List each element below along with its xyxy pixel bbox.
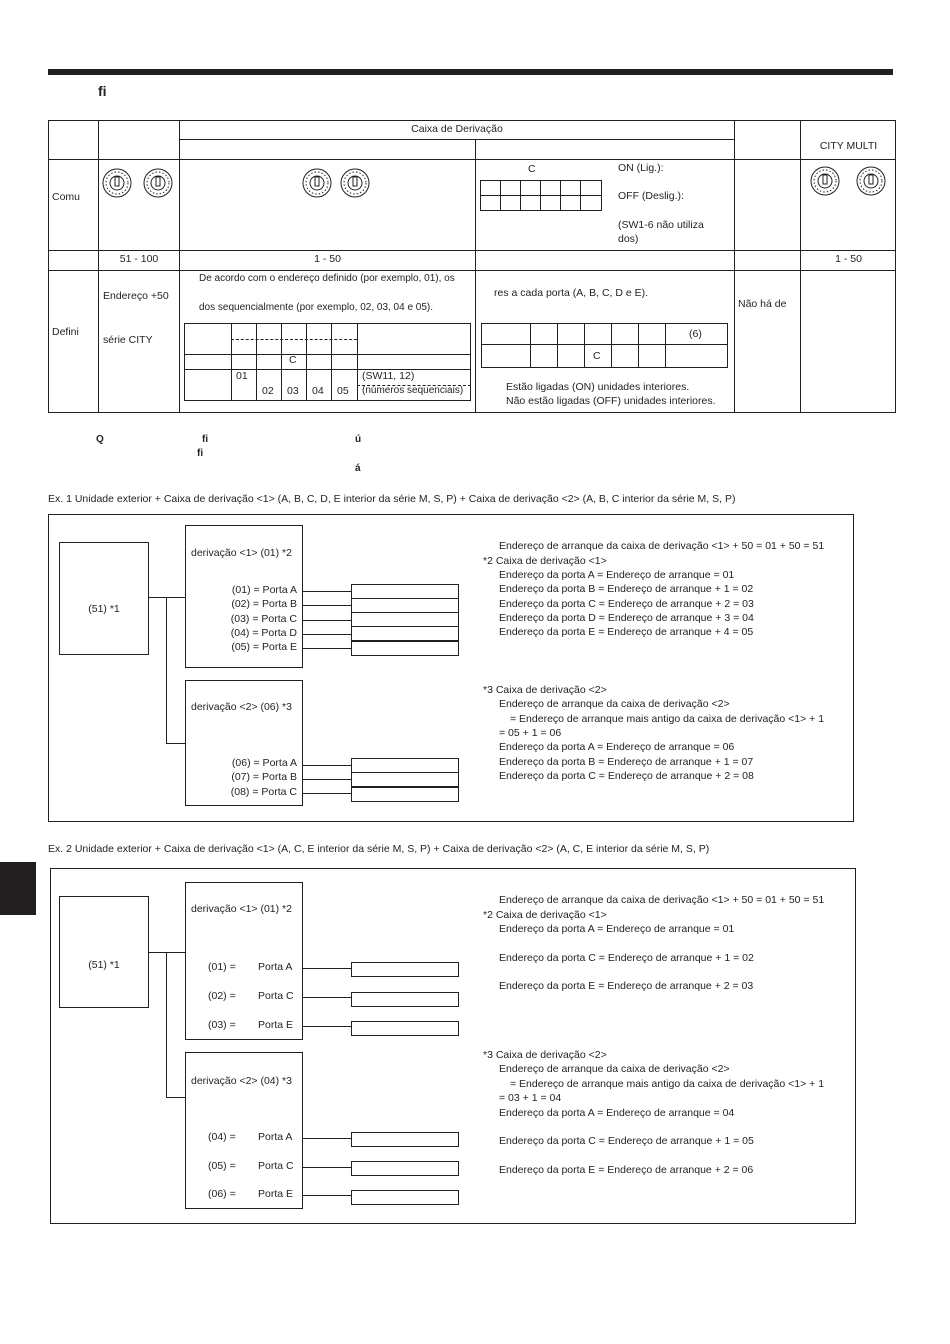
ex2-caption: Ex. 2 Unidade exterior + Caixa de derivação <1> (A, C, E interior da série M, S, P) + Caixa de derivação <2> (A, C, E interior da série M, S, P) [48,843,710,855]
addr-plus-50: Endereço +50 [103,290,169,302]
ex1-note: = 05 + 1 = 06 [499,727,562,739]
ex2-note: = Endereço de arranque mais antigo da caixa de derivação <1> + 1 [510,1078,825,1090]
indoor-unit [351,772,459,787]
port-grid-six: (6) [689,328,702,340]
row-label-defini: Defini [52,326,79,338]
ex1-note: Endereço da porta B = Endereço de arranque + 1 = 02 [499,583,754,595]
ex1-port: (01) = Porta A [231,584,297,596]
def-off-line: Não estão ligadas (OFF) unidades interiores. [506,395,716,407]
side-tab-marker [0,862,36,915]
ex1-port: (04) = Porta D [230,627,297,639]
indoor-unit [351,787,459,802]
ex2-note: Endereço da porta A = Endereço de arranque = 01 [499,923,735,935]
port-grid-letter: C [593,350,601,362]
ex2-port: Porta E [258,1188,294,1200]
ex1-note: *3 Caixa de derivação <2> [483,684,607,696]
dip-off-label: OFF (Deslig.): [618,190,684,202]
section-heading: fi [98,83,107,99]
row-label-comu: Comu [52,191,81,203]
rotary-switch-icon [810,166,840,196]
ex1-port: (06) = Porta A [231,757,297,769]
ex2-outdoor-label: (51) *1 [88,959,120,971]
indoor-unit [351,612,459,627]
def-text-line1: De acordo com o endereço definido (por exemplo, 01), os [199,273,455,284]
ex1-note: Endereço da porta D = Endereço de arranque + 3 = 04 [499,612,754,624]
indoor-unit [351,598,459,613]
ex1-note: Endereço da porta C = Endereço de arranque + 2 = 08 [499,770,754,782]
note-fi-2: fi [197,448,204,459]
ex2-port: Porta E [258,1019,294,1031]
ex2-note: = 03 + 1 = 04 [499,1092,562,1104]
grid-seq-05: 05 [337,385,349,397]
rotary-switch-icon [302,168,332,198]
indoor-unit [351,626,459,641]
indoor-unit [351,641,459,656]
ex1-caption: Ex. 1 Unidade exterior + Caixa de derivação <1> (A, B, C, D, E interior da série M, S, P) + Caixa de derivação <2> (A, B, C interior da série M, S, P) [48,493,736,505]
ex1-port: (03) = Porta C [230,613,297,625]
grid-letter-c: C [289,354,297,366]
header-branch-box: Caixa de Derivação [411,123,503,135]
grid-seq-02: 02 [262,385,274,397]
ex1-note: Endereço da porta C = Endereço de arranque + 2 = 03 [499,598,754,610]
grid-seq-note: (números sequenciais) [362,385,464,396]
ex2-note: Endereço de arranque da caixa de derivação <2> [499,1063,730,1075]
grid-sw-label: (SW11, 12) [362,370,415,382]
ex1-port: (05) = Porta E [231,641,297,653]
rotary-switch-icon [340,168,370,198]
note-fi-1: fi [202,434,209,445]
ex1-box1-title: derivação <1> (01) *2 [191,547,292,559]
ex1-note: Endereço da porta A = Endereço de arranque = 01 [499,569,735,581]
ex2-port: Porta C [258,990,294,1002]
ex1-note: Endereço da porta B = Endereço de arranque + 1 = 07 [499,756,754,768]
rotary-switch-icon [102,168,132,198]
nao-ha-text: Não há de [738,298,787,310]
ex1-box2-title: derivação <2> (06) *3 [191,701,292,713]
indoor-unit [351,1132,459,1147]
def-right-text: res a cada porta (A, B, C, D e E). [494,287,649,299]
ex2-port-num: (01) = [208,961,236,973]
indoor-unit [351,584,459,599]
ex2-port-num: (04) = [208,1131,236,1143]
ex2-note: Endereço da porta C = Endereço de arranque + 1 = 02 [499,952,754,964]
ex1-note: Endereço de arranque da caixa de derivação <2> [499,698,730,710]
ex2-note: *2 Caixa de derivação <1> [483,909,607,921]
ex1-note: Endereço da porta E = Endereço de arranque + 4 = 05 [499,626,754,638]
ex2-note: Endereço da porta A = Endereço de arranque = 04 [499,1107,735,1119]
range-branch: 1 - 50 [314,253,341,265]
indoor-unit [351,758,459,773]
range-city: 1 - 50 [835,253,862,265]
note-a: á [355,463,361,474]
ex1-note: *2 Caixa de derivação <1> [483,555,607,567]
grid-seq-03: 03 [287,385,299,397]
ex1-note: = Endereço de arranque mais antigo da caixa de derivação <1> + 1 [510,713,825,725]
ex2-outdoor-unit [59,896,149,1008]
rotary-switch-icon [856,166,886,196]
top-rule [48,69,893,75]
ex2-note: Endereço da porta E = Endereço de arranque + 2 = 06 [499,1164,754,1176]
note-u: ú [355,434,362,445]
ex1-outdoor-unit [59,542,149,655]
dip-note-line1: (SW1-6 não utiliza [618,219,704,231]
note-q: Q [96,434,104,445]
ex2-port: Porta C [258,1160,294,1172]
ex2-note: *3 Caixa de derivação <2> [483,1049,607,1061]
ex1-port: (07) = Porta B [231,771,297,783]
ex1-port: (02) = Porta B [231,598,297,610]
ex2-port: Porta A [258,1131,293,1143]
ex1-note: Endereço da porta A = Endereço de arranque = 06 [499,741,735,753]
def-on-line: Estão ligadas (ON) unidades interiores. [506,381,690,393]
ex2-port-num: (03) = [208,1019,236,1031]
ex1-outdoor-label: (51) *1 [88,603,120,615]
ex2-port-num: (05) = [208,1160,236,1172]
ex1-note: Endereço de arranque da caixa de derivação <1> + 50 = 01 + 50 = 51 [499,540,825,552]
ex2-box2-title: derivação <2> (04) *3 [191,1075,292,1087]
header-city-multi: CITY MULTI [819,140,878,152]
range-outdoor: 51 - 100 [119,253,159,265]
dip-on-label: ON (Lig.): [618,162,664,174]
def-text-line2: dos sequencialmente (por exemplo, 02, 03, 04 e 05). [199,302,434,313]
ex2-port: Porta A [258,961,293,973]
grid-start-addr: 01 [236,370,248,382]
indoor-unit [351,992,459,1007]
indoor-unit [351,962,459,977]
ex2-port-num: (06) = [208,1188,236,1200]
indoor-unit [351,1190,459,1205]
dip-note-line2: dos) [618,233,639,245]
rotary-switch-icon [143,168,173,198]
ex2-note: Endereço de arranque da caixa de derivação <1> + 50 = 01 + 50 = 51 [499,894,825,906]
ex2-note: Endereço da porta C = Endereço de arranque + 1 = 05 [499,1135,754,1147]
grid-seq-04: 04 [312,385,324,397]
indoor-unit [351,1021,459,1036]
ex2-note: Endereço da porta E = Endereço de arranque + 2 = 03 [499,980,754,992]
table-frame [48,120,896,413]
ex2-box1-title: derivação <1> (01) *2 [191,903,292,915]
indoor-unit [351,1161,459,1176]
city-series: série CITY [103,334,153,346]
ex2-port-num: (02) = [208,990,236,1002]
ex1-port: (08) = Porta C [230,786,297,798]
dip-grid-letter: C [528,163,536,175]
